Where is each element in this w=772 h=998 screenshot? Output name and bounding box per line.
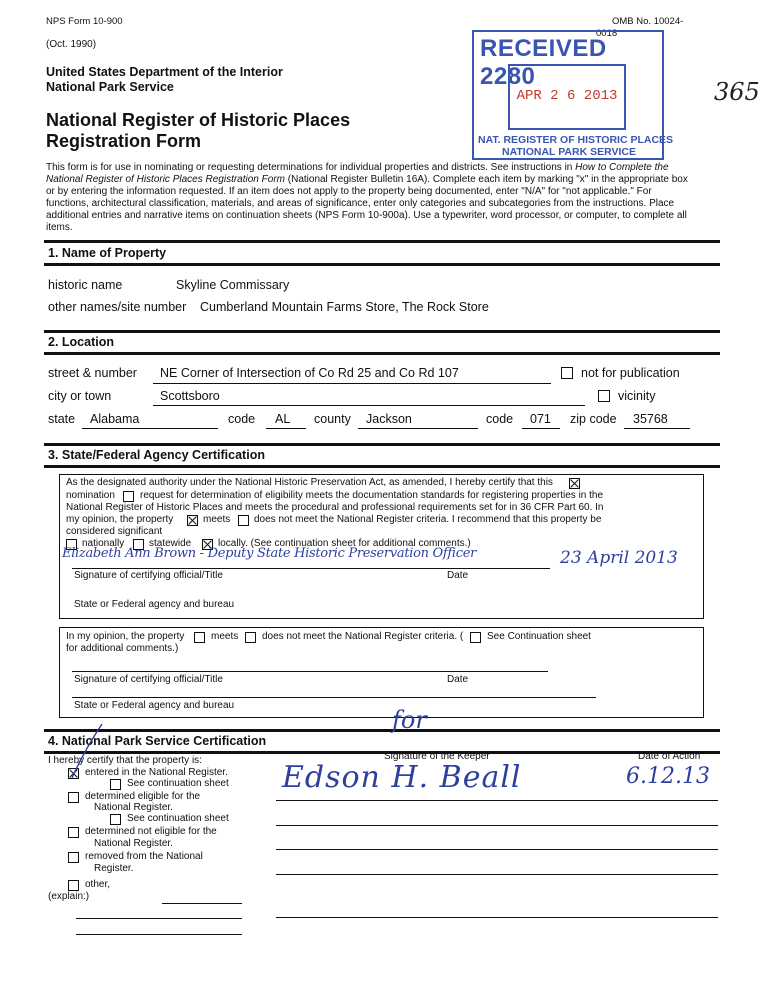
section1-title: 1. Name of Property: [48, 246, 167, 260]
nomination-type-checkbox[interactable]: [569, 478, 580, 489]
opinion-does-not-meet-checkbox[interactable]: [245, 632, 256, 643]
not-for-publication-checkbox[interactable]: [561, 367, 573, 379]
nationally-label: nationally: [82, 538, 125, 549]
opinion-criteria-text: does not meet the National Register criteria. (: [262, 631, 464, 642]
instructions-l1a: This form is for use in nominating or requesting determinations for individual properties and districts. See instructions in: [46, 162, 576, 173]
removed-label-2: Register.: [94, 863, 134, 874]
signature-label: Signature of certifying official/Title: [74, 570, 223, 581]
form-subtitle: Registration Form: [46, 131, 202, 151]
city-label: city or town: [48, 389, 112, 403]
state-underline: [82, 428, 218, 429]
date-of-action-label: Date of Action: [638, 751, 701, 762]
keeper-line-1: [276, 800, 718, 801]
not-eligible-checkbox[interactable]: [68, 827, 79, 838]
section3-rule-top: [44, 443, 720, 446]
section1-rule-top: [44, 240, 720, 243]
signature-date-label: Date: [447, 570, 469, 581]
instructions-l2b: (National Register Bulletin 16A). Complete each item by marking "x" in the appropriate box: [284, 174, 688, 185]
state-code-label: code: [228, 412, 256, 426]
state-field[interactable]: Alabama: [90, 412, 140, 426]
explain-line-3: [76, 934, 242, 935]
locally-label: locally. (See continuation sheet for additional comments.): [218, 538, 471, 549]
cert-line2: request for determination of eligibility meets the documentation standards for registering properties in the: [140, 490, 604, 501]
section2-rule-top: [44, 330, 720, 333]
meets-criteria-checkbox[interactable]: [187, 515, 198, 526]
instructions-l3: or by entering the information requested. If an item does not apply to the property being documented, enter "N/A" for "not applicable." For: [46, 186, 652, 197]
agency-line: National Park Service: [46, 80, 174, 94]
does-not-meet-checkbox[interactable]: [238, 515, 249, 526]
cert-opinion-label: my opinion, the property: [66, 514, 174, 525]
opinion-comments-label: for additional comments.): [66, 643, 179, 654]
instructions-l2a: National Register of Historic Places Registration Form: [46, 174, 285, 185]
section2-title: 2. Location: [48, 335, 114, 349]
cert-line1: As the designated authority under the National Historic Preservation Act, as amended, I hereby certify that this: [66, 477, 553, 488]
street-underline: [153, 383, 551, 384]
removed-checkbox[interactable]: [68, 852, 79, 863]
opinion-meets-label: meets: [211, 631, 239, 642]
city-field[interactable]: Scottsboro: [160, 389, 220, 403]
state-code-field[interactable]: AL: [275, 412, 291, 426]
eligible-checkbox[interactable]: [68, 792, 79, 803]
not-for-publication-label: not for publication: [581, 366, 680, 380]
section4-rule-top: [44, 729, 720, 732]
omb-number: OMB No. 10024-: [612, 16, 684, 27]
form-title: National Register of Historic Places: [46, 110, 351, 130]
stamp-date: APR 2 6 2013: [516, 88, 618, 104]
county-code-underline: [522, 428, 560, 429]
section1-rule-bottom: [44, 263, 720, 266]
handwritten-certification-date: 23 April 2013: [560, 548, 678, 568]
keeper-line-4: [276, 874, 718, 875]
street-field[interactable]: NE Corner of Intersection of Co Rd 25 and Co Rd 107: [160, 366, 459, 380]
zip-label: zip code: [570, 412, 617, 426]
street-label: street & number: [48, 366, 137, 380]
removed-label-1: removed from the National: [85, 851, 203, 862]
form-number: NPS Form 10-900: [46, 16, 123, 27]
form-date: (Oct. 1990): [46, 39, 97, 50]
received-stamp: [472, 30, 674, 160]
agency-bureau-label: State or Federal agency and bureau: [74, 599, 235, 610]
stamp-date-box: [508, 64, 626, 130]
instructions-l1b: How to Complete the: [575, 162, 669, 173]
entered-continuation-label: See continuation sheet: [127, 778, 229, 789]
instructions-l5: additional entries and narrative items on continuation sheets (NPS Form 10-900a). Use a typewriter, word processor, or computer, to complete all: [46, 210, 687, 221]
other-names-field[interactable]: Cumberland Mountain Farms Store, The Rock Store: [200, 300, 489, 314]
keeper-signature-label: Signature of the Keeper: [384, 751, 490, 762]
cert-line3: National Register of Historic Places and meets the procedural and professional requirements set for in 36 CFR Part 60. In: [66, 502, 604, 513]
eligible-label-2: National Register.: [94, 802, 173, 813]
handwritten-for: for: [392, 706, 427, 734]
state-label: state: [48, 412, 76, 426]
other-label: other,: [85, 879, 111, 890]
section4-rule-bottom: [44, 751, 720, 754]
zip-field[interactable]: 35768: [633, 412, 668, 426]
instructions-l6: items.: [46, 222, 73, 233]
stamp-bottom-line2: NATIONAL PARK SERVICE: [502, 146, 636, 158]
vicinity-checkbox[interactable]: [598, 390, 610, 402]
not-eligible-label-1: determined not eligible for the: [85, 826, 217, 837]
county-code-field[interactable]: 071: [530, 412, 551, 426]
nps-certify-intro: I hereby certify that the property is:: [48, 755, 202, 766]
opinion-meets-checkbox[interactable]: [194, 632, 205, 643]
section4-title: 4. National Park Service Certification: [48, 734, 267, 748]
signature-line: [72, 568, 550, 569]
explain-label: (explain:): [48, 891, 90, 902]
opinion-label: In my opinion, the property: [66, 631, 185, 642]
opinion-date-label: Date: [447, 674, 469, 685]
explain-line-1: [162, 903, 242, 904]
state-code-underline: [266, 428, 306, 429]
section3-title: 3. State/Federal Agency Certification: [48, 448, 265, 462]
cert-meets-label: meets: [203, 514, 231, 525]
pen-mark-icon: [60, 722, 120, 782]
not-eligible-label-2: National Register.: [94, 838, 173, 849]
keeper-line-3: [276, 849, 718, 850]
opinion-agency-line: [72, 697, 596, 698]
county-underline: [358, 428, 478, 429]
explain-line-2: [76, 918, 242, 919]
statewide-label: statewide: [149, 538, 192, 549]
omb-number-cont: 0018: [596, 28, 618, 39]
handwritten-page-number: 365: [714, 78, 760, 106]
eligible-continuation-checkbox[interactable]: [110, 814, 121, 825]
instructions-l4: functions, architectural classification, materials, and areas of significance, enter only categories and subcategories from the instructions. Place: [46, 198, 675, 209]
section2-rule-bottom: [44, 352, 720, 355]
county-label: county: [314, 412, 351, 426]
historic-name-field[interactable]: Skyline Commissary: [176, 278, 290, 292]
determination-request-checkbox[interactable]: [123, 491, 134, 502]
handwritten-certifier-signature: Elizabeth Ann Brown - Deputy State Historic Preservation Officer: [62, 546, 477, 561]
opinion-signature-line: [72, 671, 548, 672]
stamp-received-text: RECEIVED 2280: [480, 35, 607, 90]
city-underline: [153, 405, 585, 406]
other-checkbox[interactable]: [68, 880, 79, 891]
department-line: United States Department of the Interior: [46, 65, 283, 79]
section3-rule-bottom: [44, 465, 720, 468]
county-field[interactable]: Jackson: [366, 412, 412, 426]
opinion-agency-label: State or Federal agency and bureau: [74, 700, 235, 711]
eligible-label-1: determined eligible for the: [85, 791, 201, 802]
opinion-continuation-label: See Continuation sheet: [487, 631, 591, 642]
keeper-line-2: [276, 825, 718, 826]
eligible-continuation-label: See continuation sheet: [127, 813, 229, 824]
handwritten-action-date: 6.12.13: [626, 764, 710, 789]
historic-name-label: historic name: [48, 278, 123, 292]
vicinity-label: vicinity: [618, 389, 656, 403]
keeper-line-5: [276, 917, 718, 918]
entered-label: entered in the National Register.: [85, 767, 228, 778]
cert-line4: does not meet the National Register criteria. I recommend that this property be: [254, 514, 602, 525]
handwritten-keeper-signature: Edson H. Beall: [282, 760, 522, 795]
stamp-bottom-line1: NAT. REGISTER OF HISTORIC PLACES: [478, 134, 674, 146]
instructions: [46, 162, 736, 234]
other-names-label: other names/site number: [48, 300, 187, 314]
cert-nomination-label: nomination: [66, 490, 115, 501]
opinion-signature-label: Signature of certifying official/Title: [74, 674, 223, 685]
opinion-continuation-checkbox[interactable]: [470, 632, 481, 643]
cert-line5: considered significant: [66, 526, 163, 537]
zip-underline: [624, 428, 690, 429]
county-code-label: code: [486, 412, 514, 426]
